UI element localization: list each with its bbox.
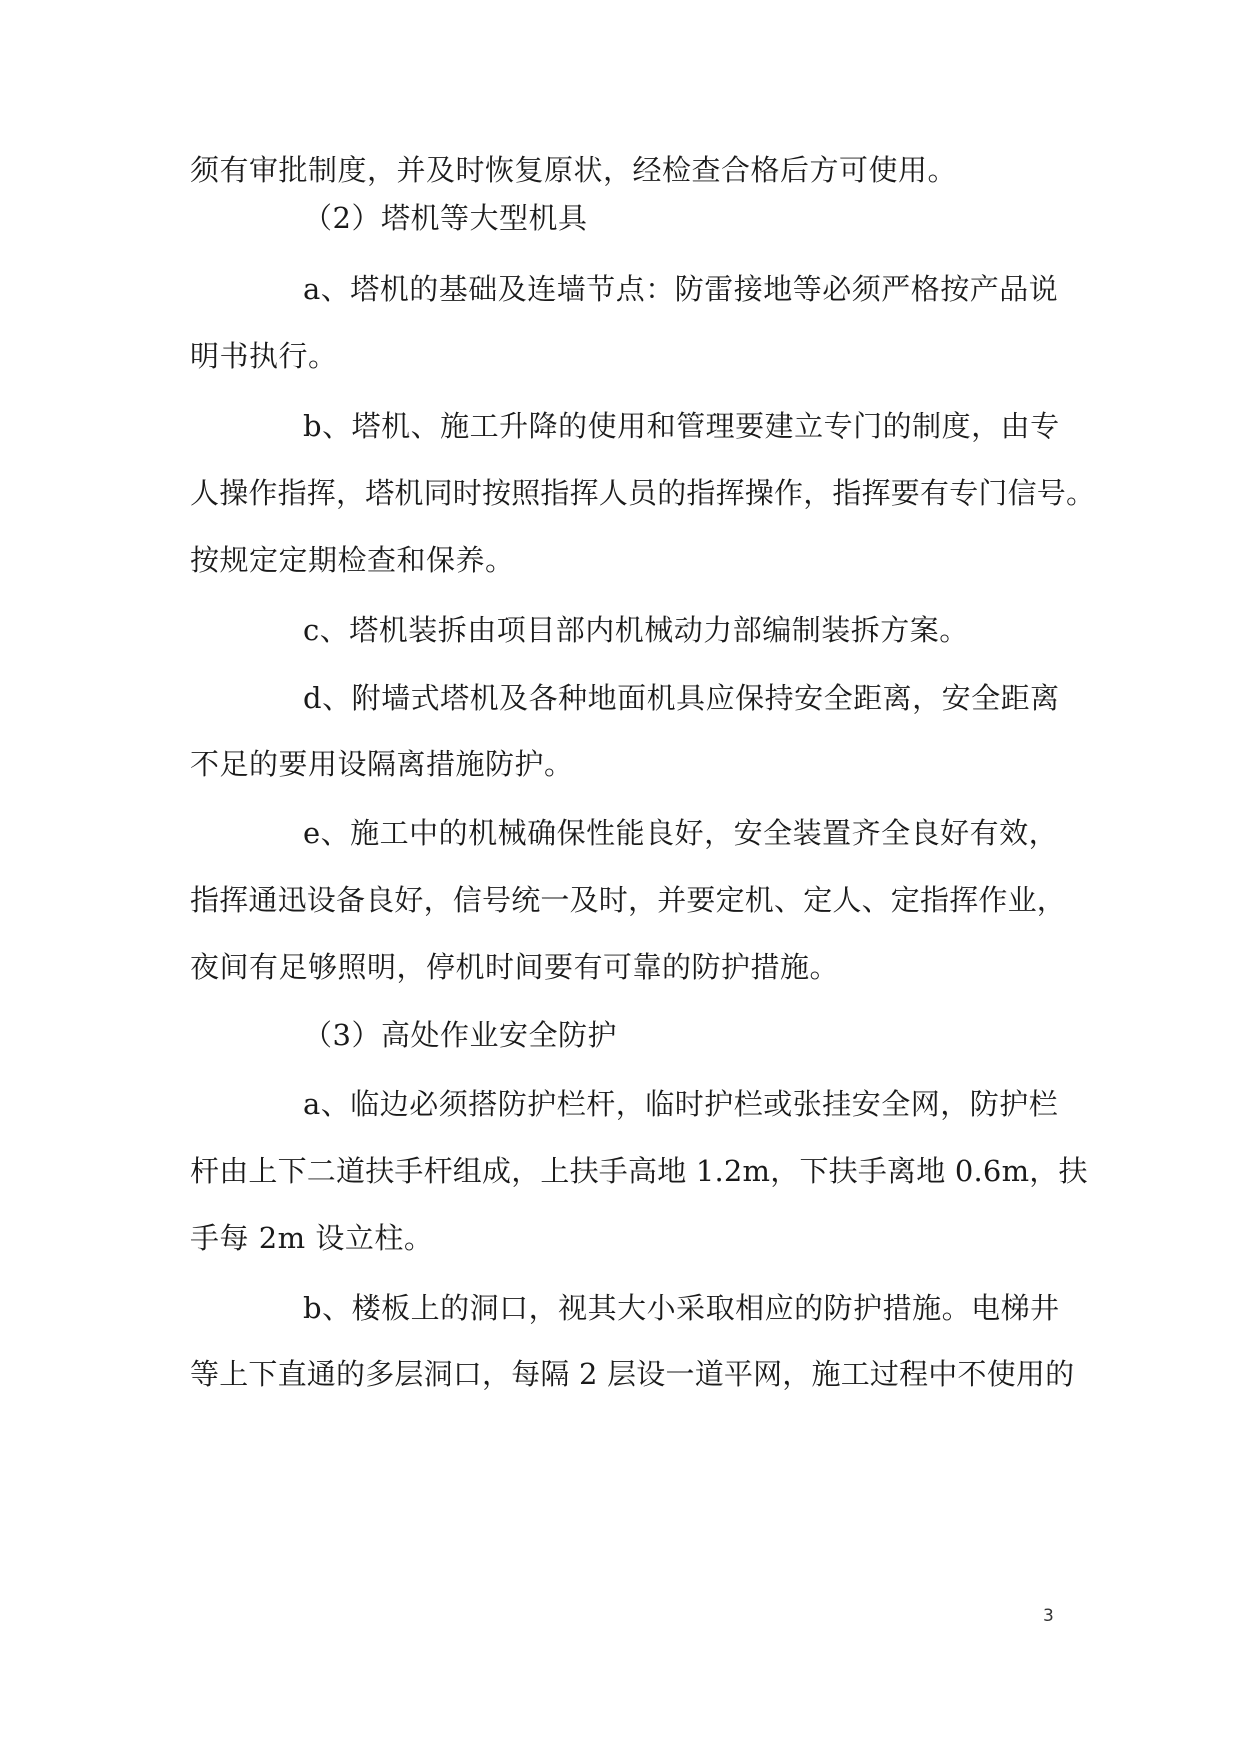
text-line: 指挥通迅设备良好，信号统一及时，并要定机、定人、定指挥作业，: [190, 883, 1067, 917]
text-line: a、塔机的基础及连墙节点：防雷接地等必须严格按产品说: [303, 272, 1059, 306]
text-line: a、临边必须搭防护栏杆，临时护栏或张挂安全网，防护栏: [303, 1087, 1059, 1121]
text-line: 须有审批制度，并及时恢复原状，经检查合格后方可使用。: [190, 153, 958, 187]
section-heading: （3）高处作业安全防护: [303, 1018, 617, 1052]
text-line: 夜间有足够照明，停机时间要有可靠的防护措施。: [190, 950, 840, 984]
text-line: 杆由上下二道扶手杆组成，上扶手高地 1.2m，下扶手离地 0.6m，扶: [190, 1154, 1088, 1188]
text-line: b、塔机、施工升降的使用和管理要建立专门的制度，由专: [303, 409, 1060, 443]
text-line: d、附墙式塔机及各种地面机具应保持安全距离，安全距离: [303, 681, 1060, 715]
text-line: 手每 2m 设立柱。: [190, 1221, 434, 1255]
section-heading: （2）塔机等大型机具: [303, 201, 588, 235]
text-line: 不足的要用设隔离措施防护。: [190, 747, 574, 781]
text-line: b、楼板上的洞口，视其大小采取相应的防护措施。电梯井: [303, 1291, 1060, 1325]
page-number: 3: [1043, 1606, 1054, 1626]
text-line: c、塔机装拆由项目部内机械动力部编制装拆方案。: [303, 613, 969, 647]
text-line: 明书执行。: [190, 339, 338, 373]
text-line: 按规定定期检查和保养。: [190, 543, 515, 577]
text-line: 人操作指挥，塔机同时按照指挥人员的指挥操作，指挥要有专门信号。: [190, 476, 1096, 510]
text-line: 等上下直通的多层洞口，每隔 2 层设一道平网，施工过程中不使用的: [190, 1357, 1075, 1391]
text-line: e、施工中的机械确保性能良好，安全装置齐全良好有效，: [303, 816, 1059, 850]
